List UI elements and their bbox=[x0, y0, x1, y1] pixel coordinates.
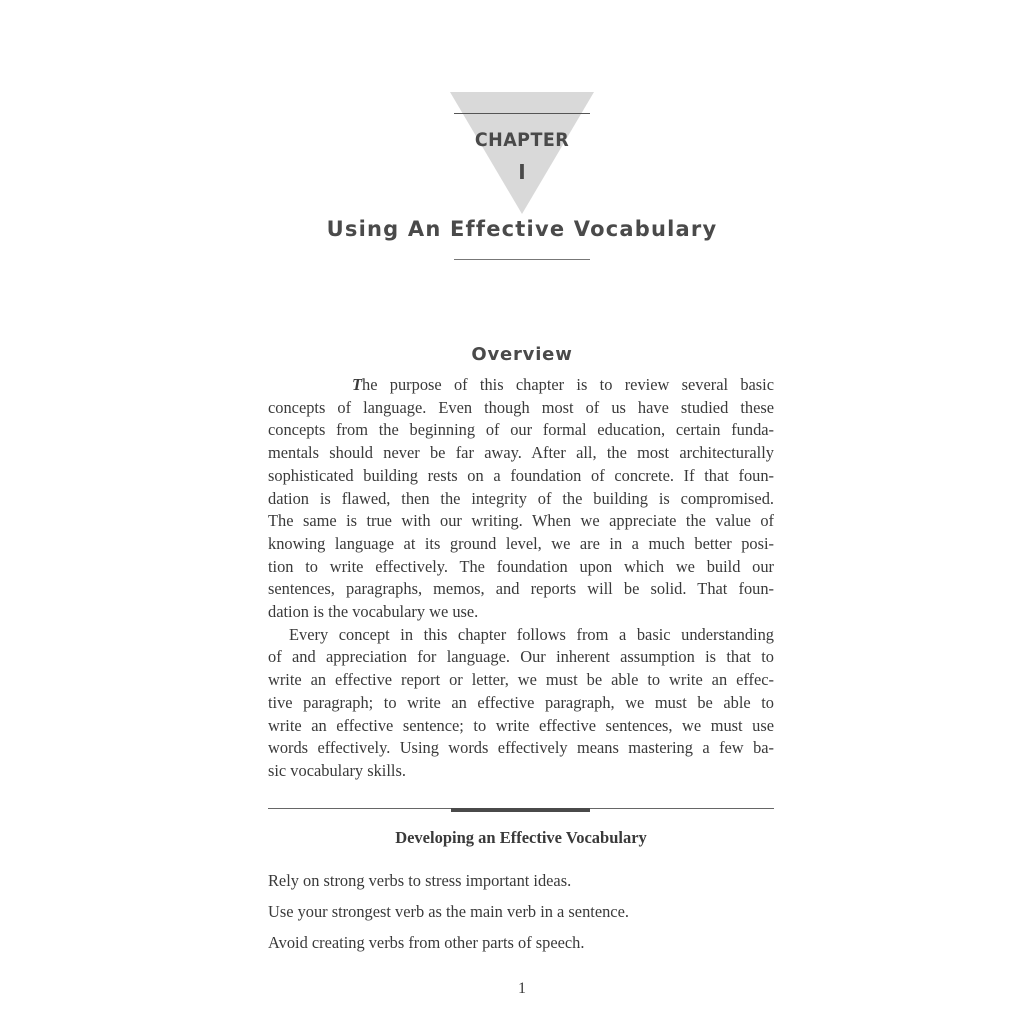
chapter-title-rule bbox=[454, 259, 590, 260]
paragraph-line: tive paragraph; to write an effective paragraph, we must be able to bbox=[268, 692, 774, 712]
section-divider-bar bbox=[451, 808, 590, 812]
overview-paragraph-1 bbox=[268, 374, 774, 624]
page-number: 1 bbox=[518, 980, 526, 997]
chapter-label: CHAPTER bbox=[474, 129, 570, 151]
chapter-top-rule bbox=[454, 113, 590, 114]
paragraph-line: The same is true with our writing. When we appreciate the value of bbox=[268, 511, 774, 531]
paragraph-line: of and appreciation for language. Our inherent assumption is that to bbox=[268, 647, 774, 667]
paragraph-line: concepts of language. Even though most of us have studied these bbox=[268, 397, 774, 417]
paragraph-line: The purpose of this chapter is to review several basic bbox=[352, 375, 774, 394]
tip-item: Use your strongest verb as the main verb in a sentence. bbox=[268, 902, 629, 921]
paragraph-line: sic vocabulary skills. bbox=[268, 760, 406, 780]
paragraph-line: write an effective report or letter, we must be able to write an effec- bbox=[268, 670, 774, 690]
section-title: Developing an Effective Vocabulary bbox=[395, 828, 647, 847]
overview-body bbox=[268, 374, 774, 783]
overview-paragraph-2 bbox=[268, 624, 774, 783]
tip-item: Rely on strong verbs to stress important ideas. bbox=[268, 871, 572, 890]
paragraph-line: dation is flawed, then the integrity of the building is compromised. bbox=[268, 488, 774, 508]
paragraph-line: mentals should never be far away. After all, the most architecturally bbox=[268, 443, 774, 463]
chapter-triangle-ornament bbox=[450, 92, 594, 214]
chapter-title: Using An Effective Vocabulary bbox=[326, 217, 718, 241]
tip-item: Avoid creating verbs from other parts of speech. bbox=[268, 933, 585, 952]
paragraph-line: dation is the vocabulary we use. bbox=[268, 602, 479, 622]
paragraph-line: Every concept in this chapter follows from a basic understanding bbox=[289, 624, 774, 644]
paragraph-line: sentences, paragraphs, memos, and reports will be solid. That foun- bbox=[268, 579, 774, 599]
paragraph-line: tion to write effectively. The foundation upon which we build our bbox=[268, 556, 774, 576]
overview-heading: Overview bbox=[471, 344, 573, 365]
paragraph-line: write an effective sentence; to write effective sentences, we must use bbox=[268, 715, 774, 735]
paragraph-line: words effectively. Using words effectively means mastering a few ba- bbox=[268, 738, 774, 758]
chapter-number: I bbox=[518, 160, 526, 184]
paragraph-line: sophisticated building rests on a foundation of concrete. If that foun- bbox=[268, 465, 774, 485]
paragraph-line: concepts from the beginning of our formal education, certain funda- bbox=[268, 420, 774, 440]
drop-cap: T bbox=[352, 375, 363, 394]
paragraph-line: knowing language at its ground level, we are in a much better posi- bbox=[268, 533, 774, 553]
